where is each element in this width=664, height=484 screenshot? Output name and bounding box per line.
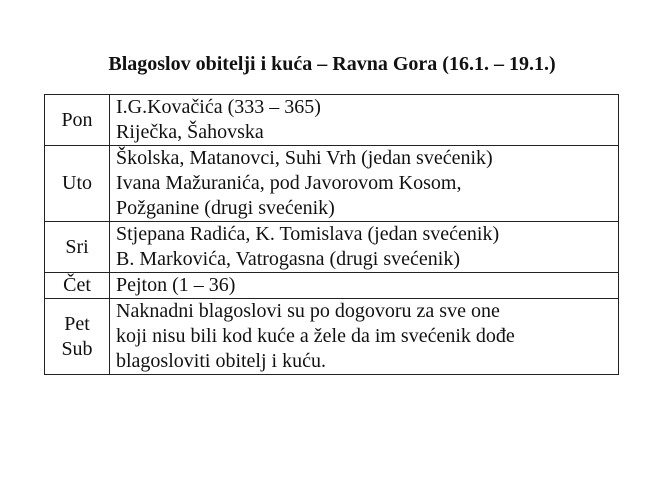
day-label: Sub <box>61 337 93 360</box>
table-row <box>45 299 619 375</box>
day-cell <box>45 299 110 375</box>
places-line: Stjepana Radića, K. Tomislava (jedan svećenik) <box>116 223 500 245</box>
day-cell <box>45 273 110 299</box>
day-label: Uto <box>62 172 92 194</box>
day-label: Pon <box>61 108 93 131</box>
places-cell <box>110 146 619 222</box>
places-cell <box>110 222 619 273</box>
day-label: Čet <box>63 274 91 296</box>
places-line: I.G.Kovačića (333 – 365) <box>116 96 321 118</box>
places-line: Pejton (1 – 36) <box>116 274 236 296</box>
day-label: Pet <box>64 312 90 335</box>
table-row <box>45 273 619 299</box>
document-title: Blagoslov obitelji i kuća – Ravna Gora (16.1. – 19.1.) <box>108 53 556 75</box>
places-line: Riječka, Šahovska <box>116 121 264 143</box>
table-row <box>45 146 619 222</box>
day-cell <box>45 222 110 273</box>
day-cell <box>45 95 110 146</box>
day-label: Sri <box>65 235 89 258</box>
places-line: Ivana Mažuranića, pod Javorovom Kosom, <box>116 172 462 194</box>
schedule-table <box>44 94 619 375</box>
places-line: B. Markovića, Vatrogasna (drugi svećenik) <box>116 248 460 270</box>
table-row <box>45 222 619 273</box>
day-cell <box>45 146 110 222</box>
places-line: Naknadni blagoslovi su po dogovoru za sve one <box>116 300 500 322</box>
places-line: Školska, Matanovci, Suhi Vrh (jedan svećenik) <box>116 147 493 169</box>
places-line: koji nisu bili kod kuće a žele da im svećenik dođe <box>116 325 515 347</box>
places-line: Požganine (drugi svećenik) <box>116 197 335 219</box>
places-cell <box>110 273 619 299</box>
table-row <box>45 95 619 146</box>
places-line: blagosloviti obitelj i kuću. <box>116 350 326 372</box>
places-cell <box>110 299 619 375</box>
places-cell <box>110 95 619 146</box>
